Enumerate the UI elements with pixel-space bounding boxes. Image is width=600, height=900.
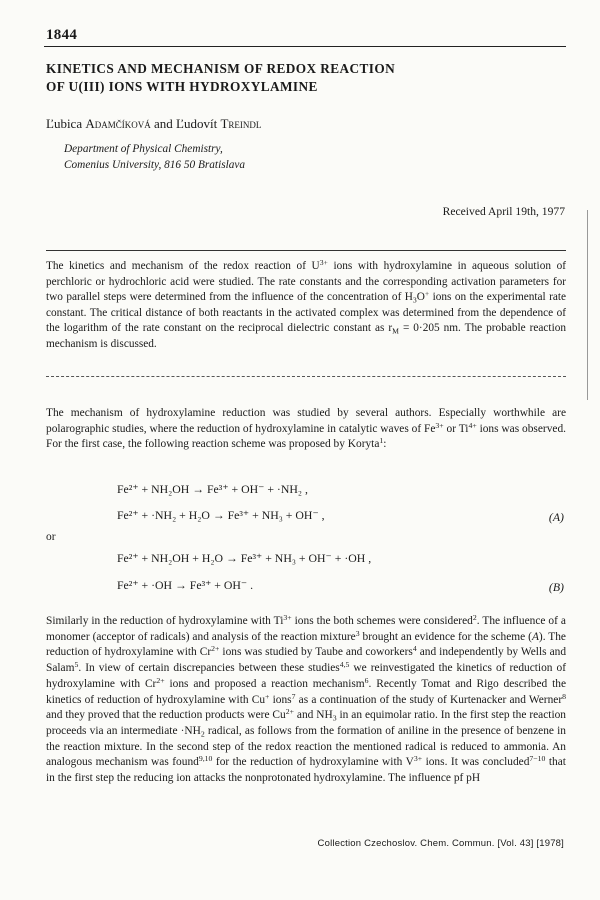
- main-paragraph: Similarly in the reduction of hydroxylamine with $Ti^{3+}$ ions the both schemes were considered$^2$. The influence of a monomer (acceptor of radicals) and analysis of the reaction mixture$^3$ brought an evidence for the scheme (A). The reduction of hydroxylamine with $Cr^{2+}$ ions was studied by Taube and coworkers$^4$ and independently by Wells and Salam$^5$. In view of certain discrepancies between these studies$^{4,5}$ we reinvestigated the kinetics of reduction of hydroxylamine with $Cr^{2+}$ ions and proposed a reaction mechanism$^6$. Recently Tomat and Rigo described the kinetics of reduction of hydroxylamine with Cu+ ions$^7$ as a continuation of the study of Kurtenacker and Werner$^8$ and they proved that the reduction products were $Cu^{2+}$ and $NH_3$ in an equimolar ratio. In the first step the reaction proceeds via an intermediate $\cdot NH_2$ radical, as follows from the formation of aniline in the presence of benzene in the reaction mixture. In the second step of the redox reaction the mentioned radical is reduced to ammonia. An analogous mechanism was found$^{9,10}$ for the reduction of hydroxylamine with $V^{3+}$ ions. It was concluded$^{7-10}$ that in the first step the reducing ion attacks the nonprotonated hydroxylamine. The influence pf pH: [46, 612, 567, 785]
- equation-B-label: (B): [548, 580, 564, 594]
- author-2-last: Treindl: [220, 116, 262, 131]
- author-conjunction: and: [150, 116, 177, 131]
- author-2-first: Ľudovít: [176, 116, 218, 131]
- margin-mark: [587, 210, 588, 400]
- equation-A1: Fe²⁺ + NH₂OH → Fe³⁺ + OH⁻ + ·NH₂ ,: [117, 482, 308, 496]
- title-line-1: KINETICS AND MECHANISM OF REDOX REACTION: [46, 61, 396, 76]
- header-rule: [44, 46, 566, 47]
- equation-B1: Fe²⁺ + NH₂OH + H₂O → Fe³⁺ + NH₃ + OH⁻ + ·OH ,: [117, 551, 372, 565]
- abstract-top-rule: [46, 250, 566, 251]
- equation-A2: Fe²⁺ + ·NH₂ + H₂O → Fe³⁺ + NH₃ + OH⁻ ,: [117, 508, 325, 522]
- affiliation-line-2: Comenius University, 816 50 Bratislava: [64, 159, 246, 171]
- affiliation-line-1: Department of Physical Chemistry,: [64, 143, 223, 155]
- or-connector: or: [46, 531, 56, 543]
- author-1-first: Ľubica: [46, 116, 83, 131]
- page-number: 1844: [46, 27, 78, 43]
- received-date: Received April 19th, 1977: [442, 205, 565, 218]
- article-title: [46, 60, 546, 96]
- journal-footer: Collection Czechoslov. Chem. Commun. [Vol. 43] [1978]: [317, 838, 564, 849]
- affiliation: [64, 141, 245, 173]
- equation-B2: Fe²⁺ + ·OH → Fe³⁺ + OH⁻ .: [117, 578, 254, 592]
- title-line-2: OF U(III) IONS WITH HYDROXYLAMINE: [46, 79, 318, 94]
- authors: [46, 116, 261, 132]
- intro-paragraph: The mechanism of hydroxylamine reduction was studied by several authors. Especially worthwhile are polarographic studies, where the reduction of hydroxylamine in catalytic waves of $Fe^{3+}$ or $Ti^{4+}$ ions was observed. For the first case, the following reaction scheme was proposed by Koryta$^1$:: [46, 407, 566, 451]
- abstract-bottom-rule: [46, 376, 566, 377]
- abstract: The kinetics and mechanism of the redox reaction of $U^{3+}$ ions with hydroxylamine in aqueous solution of perchloric or hydrochloric acid were studied. The rate constants and the corresponding activation parameters for two parallel steps were determined from the influence of the concentration of $H_3O^+$ ions on the experimental rate constant. The critical distance of both reactants in the activated complex was determined from the dependence of the logarithm of the rate constant on the reciprocal dielectric constant as $r_M = 0\cdot 205$ nm. The probable reaction mechanism is discussed.: [46, 257, 567, 350]
- equation-A-label: (A): [548, 510, 564, 524]
- author-1-last: Adamčíková: [85, 116, 151, 131]
